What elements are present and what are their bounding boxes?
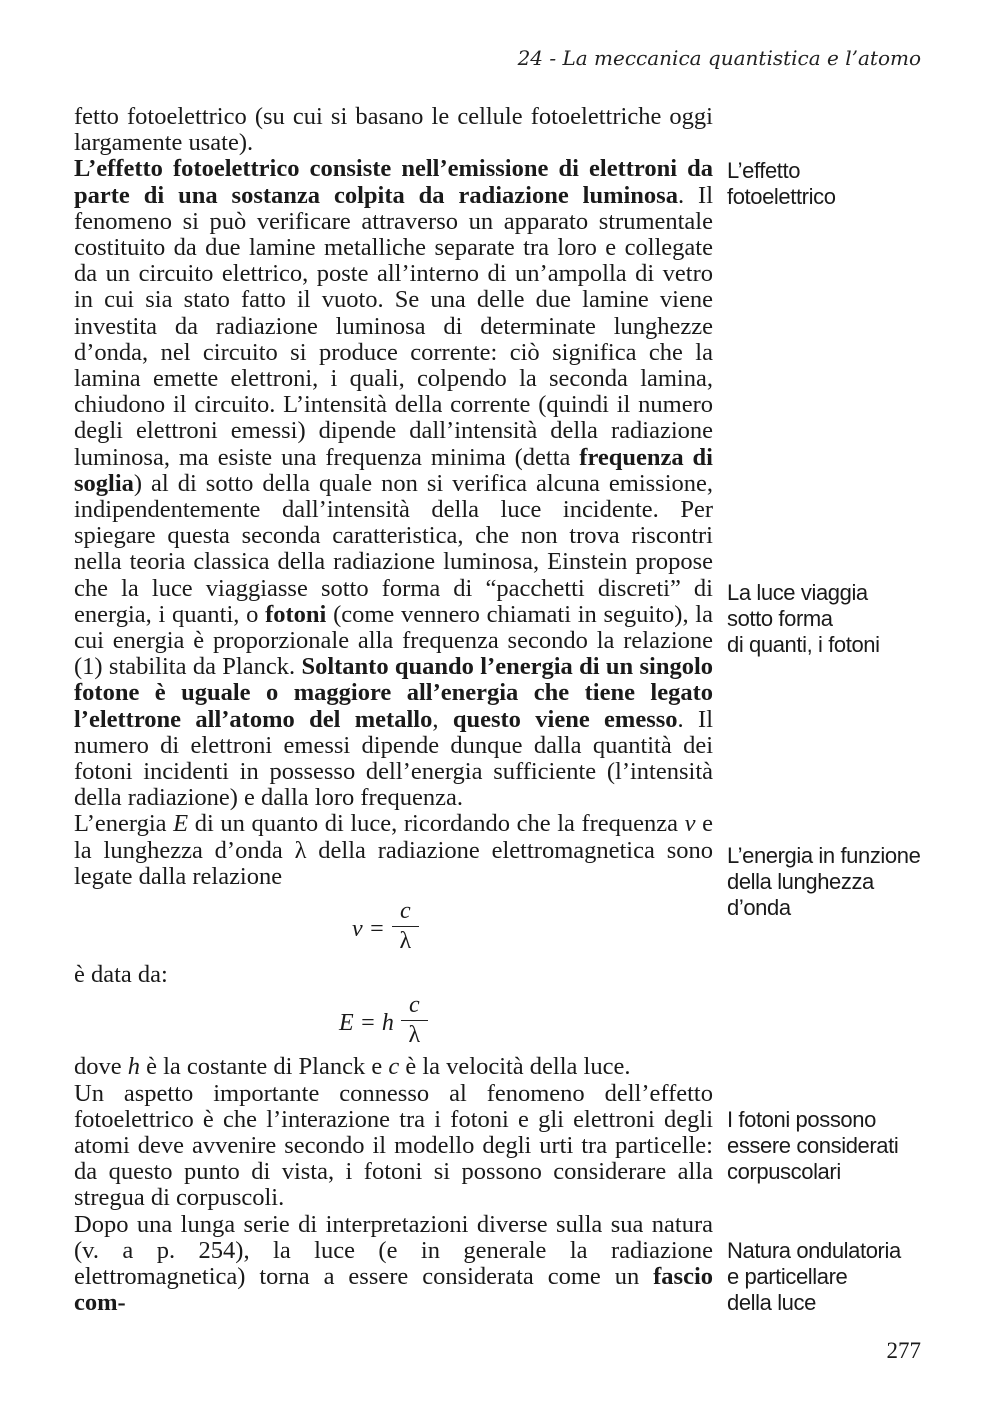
symbol-h: h — [127, 1053, 140, 1081]
equation-energy: E = h $\frac{c}{\lambda}$ — [74, 992, 713, 1054]
bold-definition: L’effetto fotoelettrico consiste nell’emissione di elettroni da parte di una sostanza colpita da radiazione luminosa — [74, 155, 713, 209]
paragraph-3: L’energia E di un quanto di luce, ricordando che la frequenza ν e la lunghezza d’onda λ della radiazione elettromagnetica sono legate dalla relazione — [74, 810, 714, 890]
paragraph-5: dove h è la costante di Planck e c è la velocità della luce. — [74, 1053, 631, 1081]
symbol-nu: ν — [684, 810, 696, 838]
margin-note-energy-wavelength: L’energia in funzione della lunghezza d’onda — [727, 843, 921, 921]
page-number: 277 — [886, 1338, 921, 1363]
paragraph-1: fetto fotoelettrico (su cui si basano le cellule fotoelettriche oggi largamente usate). — [74, 103, 713, 157]
paragraph-4: è data da: — [74, 961, 168, 989]
bold-term-beam: fascio com- — [74, 1262, 713, 1317]
bold-statement-end: questo viene emesso — [452, 705, 678, 733]
main-text — [74, 104, 713, 1316]
symbol-c: c — [388, 1053, 400, 1081]
paragraph-7: Dopo una lunga serie di interpretazioni diverse sulla sua natura (v. a p. 254), la luce (e in generale la radiazione elettromagnetica) torna a essere considerata come un fascio com- — [74, 1210, 713, 1317]
bold-statement: Soltanto quando l’energia di un singolo fotone è uguale o maggiore all’energia che tiene legato l’elettrone all’atomo del metallo — [74, 653, 713, 733]
equation-frequency: ν = $\frac{c}{\lambda}$ — [74, 898, 713, 962]
margin-note-wave-particle: Natura ondulatoria e particellare della luce — [727, 1238, 901, 1316]
margin-note-photoelectric: L’effetto fotoelettrico — [727, 158, 836, 210]
paragraph-6: Un aspetto importante connesso al fenomeno dell’effetto fotoelettrico è che l’interazione tra i fotoni e gli elettroni degli atomi deve avvenire secondo il modello degli urti tra particelle: da questo punto di vista, i fotoni si possono considerare alla stregua di corpuscoli. — [74, 1079, 713, 1212]
symbol-E: E — [173, 810, 189, 838]
margin-note-corpuscular: I fotoni possono essere considerati corpuscolari — [727, 1107, 899, 1185]
margin-note-light-quanta: La luce viaggia sotto forma di quanti, i fotoni — [727, 580, 880, 658]
paragraph-2: L’effetto fotoelettrico consiste nell’emissione di elettroni da parte di una sostanza colpita da radiazione luminosa. Il fenomeno si può verificare attraverso un apparato strumentale costituito da due lamine metalliche separate tra loro e collegate da un circuito elettrico, poste all’interno di un’ampolla di vetro in cui sia stato fatto il vuoto. Se una delle due lamine viene investita da radiazione luminosa di determinate lunghezze d’onda, nel circuito si produce corrente: ciò significa che la lamina emette elettroni, i quali, colpendo la seconda lamina, chiudono il circuito. L’intensità della corrente (quindi il numero degli elettroni emessi) dipende dall’intensità della radiazione luminosa, ma esiste una frequenza minima (detta frequenza di soglia) al di sotto della quale non si verifica alcuna emissione, indipendentemente dall’intensità della luce incidente. Per spiegare questa seconda caratteristica, che non trova riscontri nella teoria classica della radiazione luminosa, Einstein propose che la luce viaggiasse sotto forma di “pacchetti discreti” di energia, i quanti, o fotoni (come vennero chiamati in seguito), la cui energia è proporzionale alla frequenza secondo la relazione (1) stabilita da Planck. Soltanto quando l’energia di un singolo fotone è uguale o maggiore all’energia che tiene legato l’elettrone all’atomo del metallo, questo viene emesso. Il numero di elettroni emessi dipende dunque dalla quantità dei fotoni incidenti in possesso dell’energia sufficiente (l’intensità della radiazione) e dalla loro frequenza. — [74, 155, 714, 812]
running-header: 24 - La meccanica quantistica e l’atomo — [517, 46, 921, 70]
bold-term-threshold: frequenza di soglia — [74, 443, 713, 497]
bold-term-photons: fotoni — [265, 600, 327, 628]
